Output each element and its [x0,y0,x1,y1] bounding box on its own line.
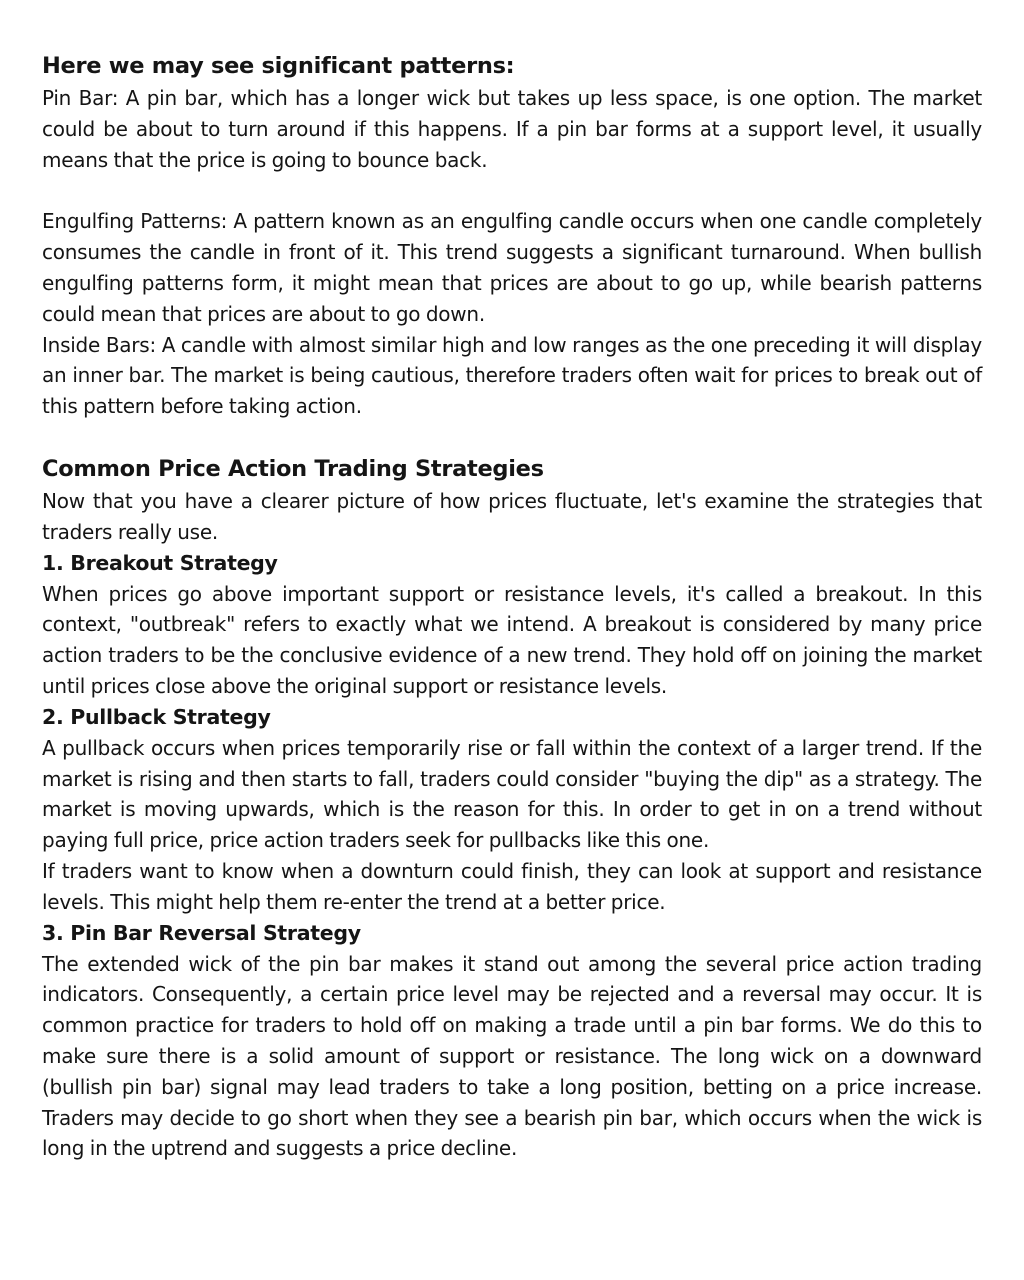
patterns-heading: Here we may see significant patterns: [42,53,515,79]
strategies-heading: Common Price Action Trading Strategies [42,455,544,482]
section-spacer [42,422,982,453]
strategies-section [42,453,982,1164]
pin-bar-paragraph: Pin Bar: A pin bar, which has a longer wick but takes up less space, is one option. The market could be about to turn around if this happens. If a pin bar forms at a support level, it usually means that the price is going to bounce back. [42,86,982,172]
engulfing-paragraph: Engulfing Patterns: A pattern known as an engulfing candle occurs when one candle completely consumes the candle in front of it. This trend suggests a significant turnaround. When bullish engulfing patterns form, it might mean that prices are about to go up, while bearish patterns could mean that prices are about to go down. [42,209,982,326]
patterns-section [42,50,982,422]
pullback-heading: 2. Pullback Strategy [42,704,271,729]
pin-bar-reversal-heading: 3. Pin Bar Reversal Strategy [42,920,361,945]
pullback-paragraph-1: A pullback occurs when prices temporarily rise or fall within the context of a larger trend. If the market is rising and then starts to fall, traders could consider "buying the dip" as a strategy. The market is moving upwards, which is the reason for this. In order to get in on a trend without paying full price, price action traders seek for pullbacks like this one. [42,735,982,853]
document-page [42,50,982,1164]
breakout-heading: 1. Breakout Strategy [42,550,278,575]
paragraph-spacer [42,175,982,206]
strategies-intro: Now that you have a clearer picture of how prices fluctuate, let's examine the strategies that traders really use. [42,488,982,544]
pullback-paragraph-2: If traders want to know when a downturn could finish, they can look at support and resistance levels. This might help them re-enter the trend at a better price. [42,858,982,914]
breakout-paragraph: When prices go above important support or resistance levels, it's called a breakout. In this context, "outbreak" refers to exactly what we intend. A breakout is considered by many price action traders to be the conclusive evidence of a new trend. They hold off on joining the market until prices close above the original support or resistance levels. [42,581,982,698]
pin-bar-reversal-paragraph: The extended wick of the pin bar makes it stand out among the several price action trading indicators. Consequently, a certain price level may be rejected and a reversal may occur. It is common practice for traders to hold off on making a trade until a pin bar forms. We do this to make sure there is a solid amount of support or resistance. The long wick on a downward (bullish pin bar) signal may lead traders to take a long position, betting on a price increase. Traders may decide to go short when they see a bearish pin bar, which occurs when the wick is long in the uptrend and suggests a price decline. [42,951,982,1161]
inside-bars-paragraph: Inside Bars: A candle with almost similar high and low ranges as the one preceding it will display an inner bar. The market is being cautious, therefore traders often wait for prices to break out of this pattern before taking action. [42,332,982,419]
